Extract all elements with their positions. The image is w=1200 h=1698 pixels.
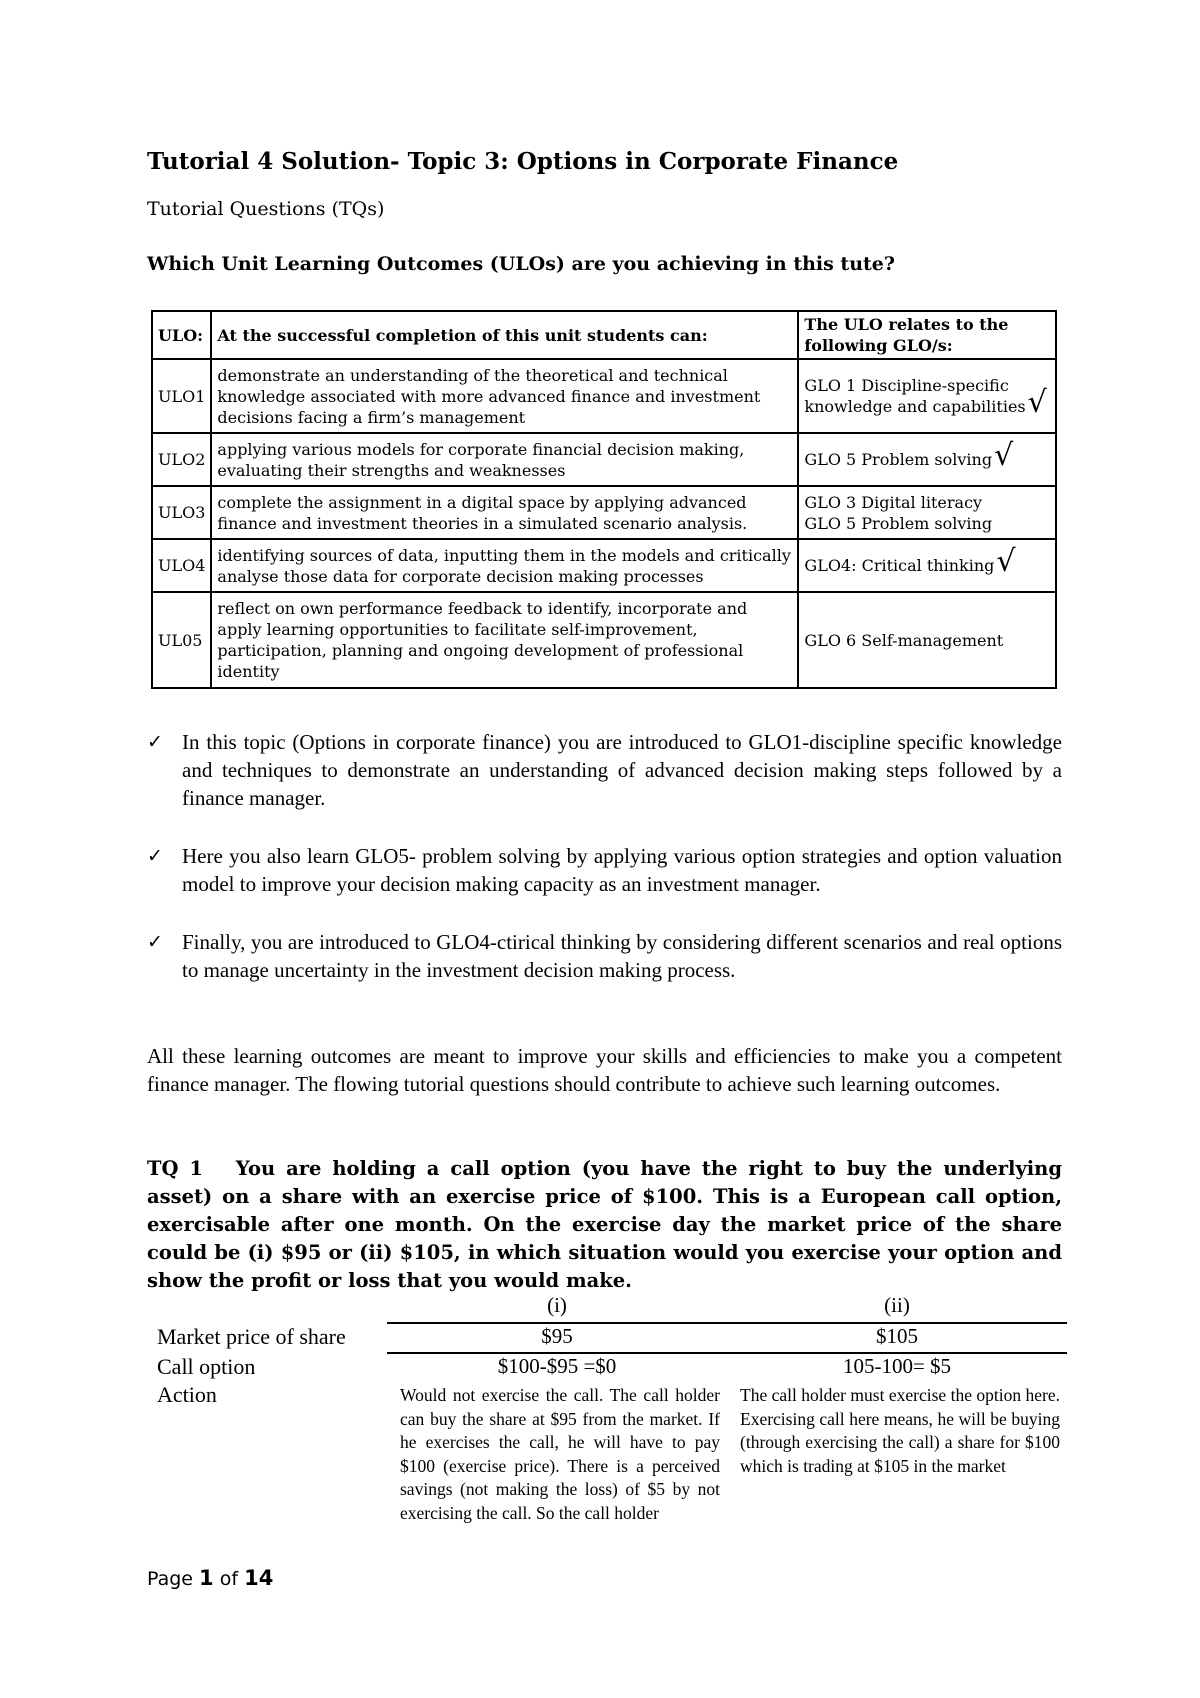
ulo-glo bbox=[798, 539, 1056, 592]
outcome-bullets bbox=[147, 728, 1062, 1014]
ulo-code: ULO2 bbox=[152, 433, 211, 486]
ulo-row bbox=[152, 359, 1056, 433]
checkmark-icon: ✓ bbox=[147, 931, 163, 953]
bullet-text: Here you also learn GLO5- problem solving by applying various option strategies and option valuation model to improve your decision making capacity as an investment manager. bbox=[182, 844, 1062, 896]
footer-total-pages: 14 bbox=[244, 1566, 274, 1590]
bullet-text: Finally, you are introduced to GLO4-ctirical thinking by considering different scenarios and real options to manage uncertainty in the investment decision making process. bbox=[182, 930, 1062, 982]
ulo-glo bbox=[798, 359, 1056, 433]
ulo-glo bbox=[798, 486, 1056, 539]
call-value-i: $100-$95 =$0 bbox=[497, 1354, 617, 1378]
bullet-item bbox=[147, 928, 1062, 984]
page-footer bbox=[147, 1566, 273, 1590]
price-ii: $105 bbox=[876, 1324, 918, 1348]
ulo-code: UL05 bbox=[152, 592, 211, 688]
glo-text: GLO 1 Discipline-specific knowledge and capabilities bbox=[804, 376, 1026, 416]
glo-text: GLO 5 Problem solving bbox=[804, 450, 993, 469]
bullet-item bbox=[147, 842, 1062, 898]
tq1-text: You are holding a call option (you have the right to buy the underlying asset) on a share with an exercise price of $100. This is a European call option, exercisable after one month. On the exercise day the market price of the share could be (i) $95 or (ii) $105, in which situation would you exercise your option and show the profit or loss that you would make. bbox=[147, 1157, 1062, 1292]
checkmark-icon: ✓ bbox=[147, 731, 163, 753]
ulo-code: ULO1 bbox=[152, 359, 211, 433]
ulo-description: identifying sources of data, inputting them in the models and critically analyse those data for corporate decision making processes bbox=[211, 539, 798, 592]
tick-icon: √ bbox=[994, 438, 1014, 473]
bullet-item bbox=[147, 728, 1062, 812]
header-description: At the successful completion of this unit students can: bbox=[211, 311, 798, 359]
tq1-question bbox=[147, 1155, 1062, 1295]
header-ulo: ULO: bbox=[152, 311, 211, 359]
tick-icon: √ bbox=[996, 544, 1016, 579]
glo-text: GLO4: Critical thinking bbox=[804, 556, 995, 575]
checkmark-icon: ✓ bbox=[147, 845, 163, 867]
page-title: Tutorial 4 Solution- Topic 3: Options in Corporate Finance bbox=[147, 148, 899, 175]
ulo-description: complete the assignment in a digital space by applying advanced finance and investment theories in a simulated scenario analysis. bbox=[211, 486, 798, 539]
ulo-header-row bbox=[152, 311, 1056, 359]
ulo-table bbox=[151, 310, 1057, 689]
footer-prefix: Page bbox=[147, 1568, 193, 1590]
ulo-row bbox=[152, 592, 1056, 688]
ulo-row bbox=[152, 539, 1056, 592]
subtitle: Tutorial Questions (TQs) bbox=[147, 198, 385, 220]
ulo-row bbox=[152, 433, 1056, 486]
bullet-text: In this topic (Options in corporate finance) you are introduced to GLO1-discipline specific knowledge and techniques to demonstrate an understanding of advanced decision making steps followed by a finance manager. bbox=[182, 730, 1062, 810]
ulo-description: applying various models for corporate financial decision making, evaluating their strengths and weaknesses bbox=[211, 433, 798, 486]
ulo-row bbox=[152, 486, 1056, 539]
header-glo: The ULO relates to the following GLO/s: bbox=[798, 311, 1056, 359]
row-label-price: Market price of share bbox=[157, 1324, 346, 1349]
row-label-action: Action bbox=[157, 1382, 217, 1407]
ulo-glo bbox=[798, 433, 1056, 486]
ulo-question: Which Unit Learning Outcomes (ULOs) are you achieving in this tute? bbox=[147, 253, 896, 275]
ulo-glo: GLO 6 Self-management bbox=[798, 592, 1056, 688]
glo-text: GLO 3 Digital literacy bbox=[804, 492, 983, 512]
tick-icon: √ bbox=[1027, 385, 1047, 420]
column-header-ii: (ii) bbox=[884, 1293, 910, 1317]
action-i: Would not exercise the call. The call holder can buy the share at $95 from the market. If he exercises the call, he will have to pay $100 (exercise price). There is a perceived savings (not making the loss) of $5 by not exercising the call. So the call holder bbox=[400, 1385, 720, 1523]
row-label-call: Call option bbox=[157, 1354, 256, 1379]
price-i: $95 bbox=[541, 1324, 573, 1348]
call-value-ii: 105-100= $5 bbox=[842, 1354, 952, 1378]
footer-of: of bbox=[219, 1568, 239, 1590]
tq1-label: TQ 1 bbox=[147, 1157, 203, 1180]
ulo-code: ULO3 bbox=[152, 486, 211, 539]
footer-page-number: 1 bbox=[199, 1566, 214, 1590]
action-ii: The call holder must exercise the option here. Exercising call here means, he will be buying (through exercising the call) a share for $100 which is trading at $105 in the market bbox=[740, 1385, 1060, 1476]
ulo-description: demonstrate an understanding of the theoretical and technical knowledge associated with more advanced finance and investment decisions facing a firm’s management bbox=[211, 359, 798, 433]
ulo-code: ULO4 bbox=[152, 539, 211, 592]
intro-paragraph: All these learning outcomes are meant to improve your skills and efficiencies to make you a competent finance manager. The flowing tutorial questions should contribute to achieve such learning outcomes. bbox=[147, 1044, 1062, 1096]
glo-text-secondary: GLO 5 Problem solving bbox=[804, 513, 993, 533]
ulo-description: reflect on own performance feedback to identify, incorporate and apply learning opportunities to facilitate self-improvement, participation, planning and ongoing development of professional identity bbox=[211, 592, 798, 688]
column-header-i: (i) bbox=[547, 1293, 567, 1317]
